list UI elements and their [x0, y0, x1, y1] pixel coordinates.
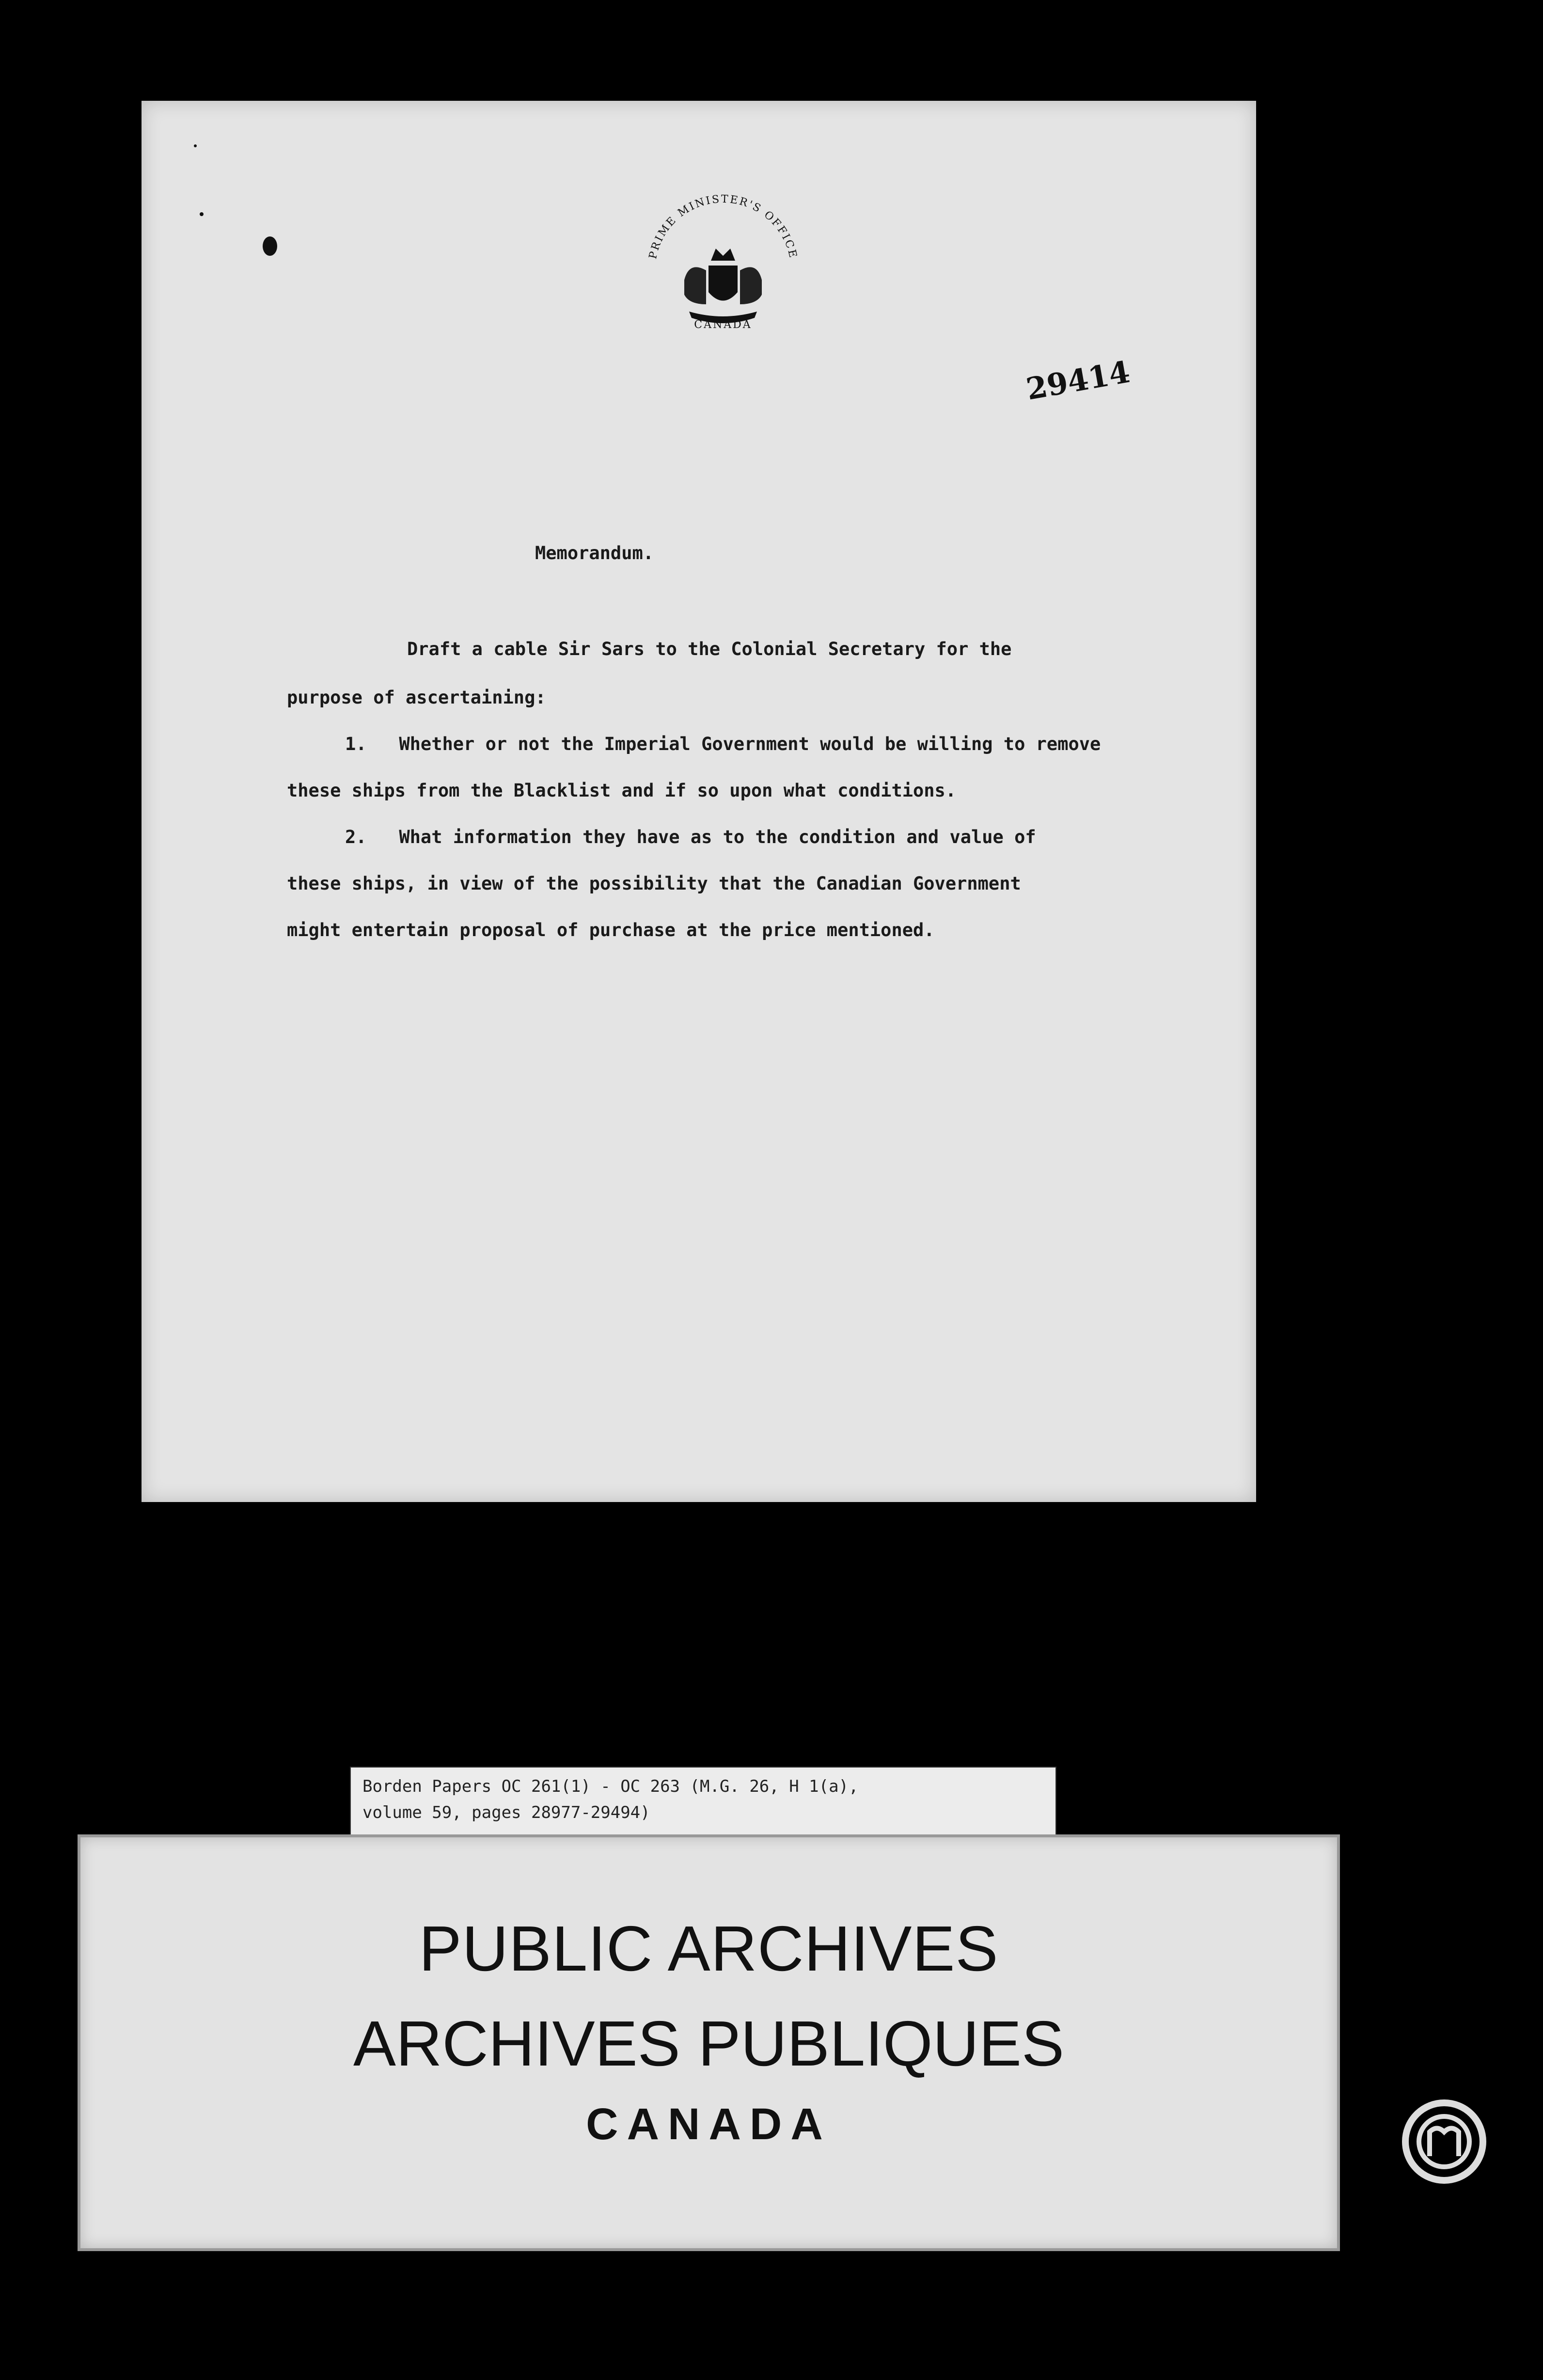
- banner-title-en: PUBLIC ARCHIVES: [419, 1913, 999, 1984]
- speck-mark: [263, 236, 277, 256]
- archive-label-line: volume 59, pages 28977-29494): [362, 1803, 650, 1822]
- public-archives-banner: [78, 1834, 1340, 2251]
- memo-item-2: 2. What information they have as to the condition and value of: [345, 827, 1036, 847]
- memo-line: purpose of ascertaining:: [287, 687, 546, 708]
- memo-line: Draft a cable Sir Sars to the Colonial Secretary for the: [407, 639, 1012, 659]
- document-number: 29414: [1023, 354, 1133, 407]
- banner-country: CANADA: [586, 2099, 832, 2149]
- memo-item-1: 1. Whether or not the Imperial Government would be willing to remove: [345, 734, 1101, 754]
- letterhead-arc-text: PRIME MINISTER'S OFFICE: [646, 193, 800, 260]
- archive-label-line: Borden Papers OC 261(1) - OC 263 (M.G. 26, H 1(a),: [362, 1777, 859, 1796]
- banner-title-fr: ARCHIVES PUBLIQUES: [353, 2008, 1065, 2079]
- speck-mark: [200, 212, 204, 216]
- memo-sheet: [142, 101, 1256, 1502]
- speck-mark: [194, 144, 197, 147]
- memo-item-2-cont: these ships, in view of the possibility that the Canadian Government: [287, 873, 1021, 894]
- memo-item-1-cont: these ships from the Blacklist and if so upon what conditions.: [287, 780, 957, 801]
- memo-item-2-cont: might entertain proposal of purchase at the price mentioned.: [287, 920, 935, 940]
- microfilm-logo-icon: [1396, 2093, 1493, 2190]
- memo-heading: Memorandum.: [535, 543, 654, 564]
- archive-reference-label: [350, 1767, 1056, 1837]
- letterhead-subtitle: CANADA: [694, 319, 752, 331]
- svg-text:PRIME MINISTER'S OFFICE: [647, 193, 799, 260]
